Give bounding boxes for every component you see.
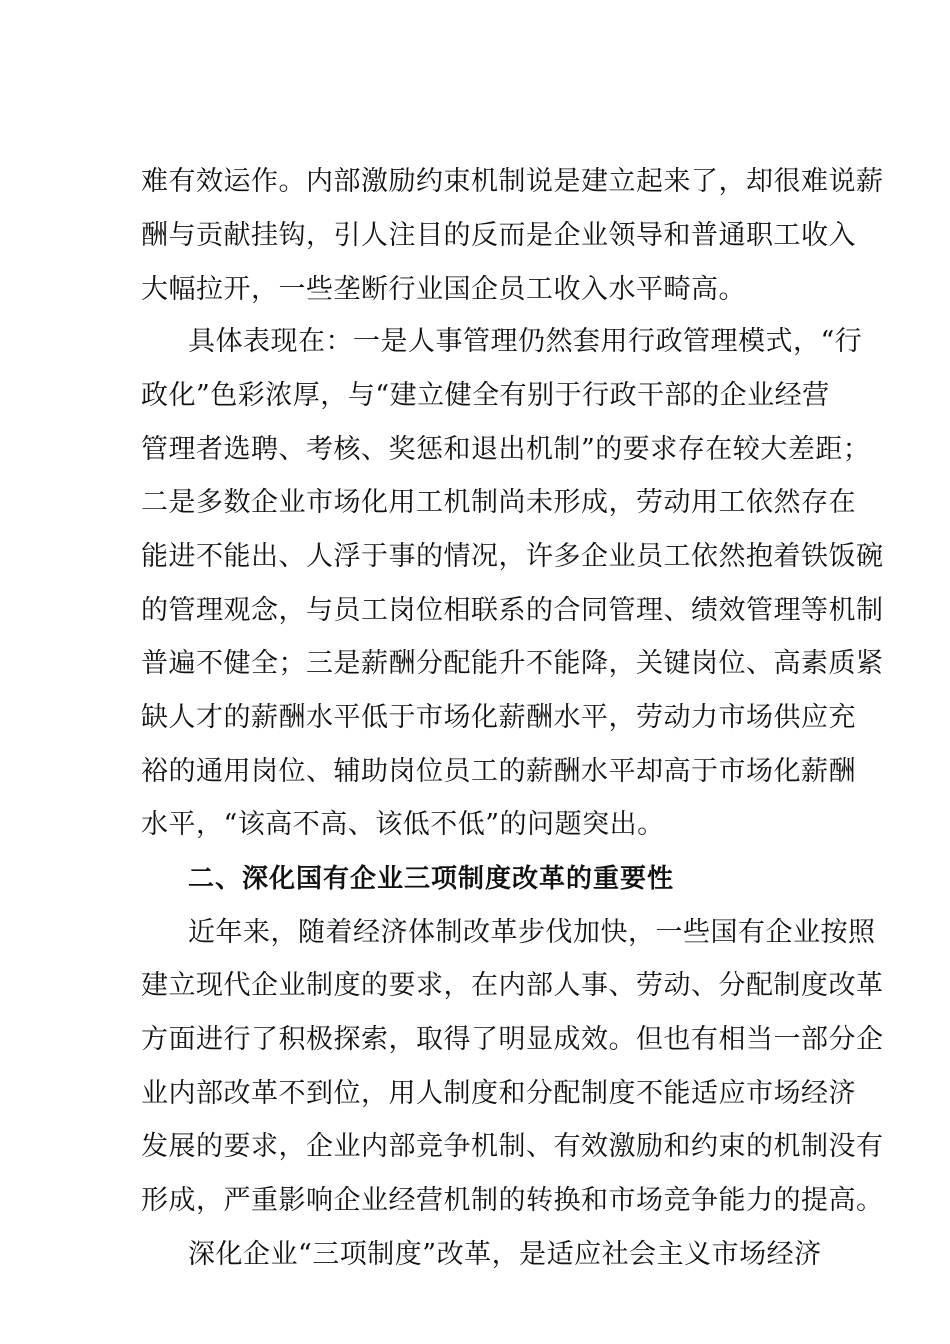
paragraph-line: 的管理观念，与员工岗位相联系的合同管理、绩效管理等机制 <box>141 595 884 626</box>
paragraph-line: 发展的要求，企业内部竞争机制、有效激励和约束的机制没有 <box>141 1131 884 1162</box>
paragraph-line: 能进不能出、人浮于事的情况，许多企业员工依然抱着铁饭碗 <box>141 541 884 572</box>
paragraph-line: 建立现代企业制度的要求，在内部人事、劳动、分配制度改革 <box>141 970 884 1001</box>
paragraph-line: 难有效运作。内部激励约束机制说是建立起来了，却很难说薪 <box>141 166 884 197</box>
paragraph-line: 水平，“该高不高、该低不低”的问题突出。 <box>141 809 665 840</box>
paragraph-line: 普遍不健全；三是薪酬分配能升不能降，关键岗位、高素质紧 <box>141 648 884 679</box>
section-heading: 二、深化国有企业三项制度改革的重要性 <box>188 864 675 894</box>
paragraph-line: 业内部改革不到位，用人制度和分配制度不能适应市场经济 <box>141 1078 856 1109</box>
paragraph-line: 缺人才的薪酬水平低于市场化薪酬水平，劳动力市场供应充 <box>141 702 856 733</box>
paragraph-line: 大幅拉开，一些垄断行业国企员工收入水平畸高。 <box>141 274 746 305</box>
paragraph-line: 裕的通用岗位、辅助岗位员工的薪酬水平却高于市场化薪酬 <box>141 756 856 787</box>
paragraph-line: 管理者选聘、考核、奖惩和退出机制”的要求存在较大差距； <box>141 434 871 465</box>
paragraph-line: 深化企业“三项制度”改革，是适应社会主义市场经济 <box>188 1239 822 1270</box>
paragraph-line: 方面进行了积极探索，取得了明显成效。但也有相当一部分企 <box>141 1024 884 1055</box>
paragraph-line: 形成，严重影响企业经营机制的转换和市场竞争能力的提高。 <box>141 1185 884 1216</box>
paragraph-line: 酬与贡献挂钩，引人注目的反而是企业领导和普通职工收入 <box>141 220 856 251</box>
paragraph-line: 具体表现在：一是人事管理仍然套用行政管理模式，“行 <box>188 326 863 357</box>
paragraph-line: 二是多数企业市场化用工机制尚未形成，劳动用工依然存在 <box>141 487 856 518</box>
paragraph-line: 近年来，随着经济体制改革步伐加快，一些国有企业按照 <box>188 917 876 948</box>
paragraph-line: 政化”色彩浓厚，与“建立健全有别于行政干部的企业经营 <box>141 380 830 411</box>
